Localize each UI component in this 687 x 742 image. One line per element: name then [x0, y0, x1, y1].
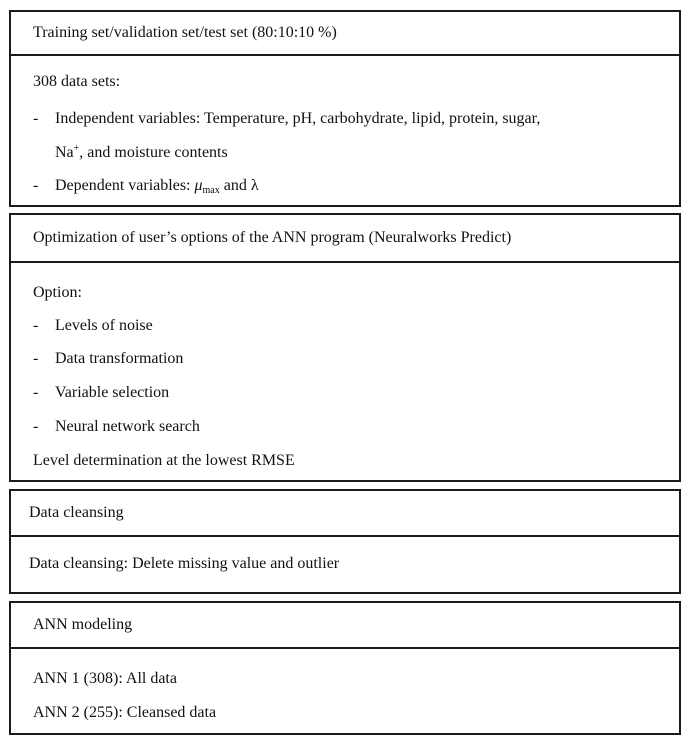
bullet-dash: - — [33, 177, 39, 194]
sodium-charge: + — [73, 143, 80, 154]
option-item: Variable selection — [55, 384, 170, 401]
independent-variables-line1: Independent variables: Temperature, pH, carbohydrate, lipid, protein, sugar, — [55, 110, 541, 127]
bullet-dash: - — [33, 350, 39, 367]
panel-optimization — [9, 213, 681, 482]
data-sets-count: 308 data sets: — [33, 73, 121, 90]
option-item: Data transformation — [55, 350, 184, 367]
panel-optimization-header — [11, 215, 679, 263]
bullet-dash: - — [33, 110, 39, 127]
panel-ann-modeling-title: ANN modeling — [33, 616, 133, 633]
option-item: Levels of noise — [55, 317, 153, 334]
moisture-text: , and moisture contents — [79, 144, 228, 161]
panel-training-sets-title: Training set/validation set/test set (80:10:10 %) — [33, 24, 337, 41]
panel-ann-modeling — [9, 601, 681, 735]
panel-training-sets — [9, 10, 681, 207]
level-determination: Level determination at the lowest RMSE — [33, 452, 295, 469]
panel-training-sets-header — [11, 12, 679, 56]
lambda-text: and λ — [219, 177, 259, 194]
mu-subscript: max — [202, 185, 220, 196]
dependent-variables — [55, 176, 259, 196]
bullet-dash: - — [33, 384, 39, 401]
bullet-dash: - — [33, 317, 39, 334]
sodium-symbol: Na — [55, 144, 74, 161]
panel-data-cleansing — [9, 489, 681, 594]
bullet-dash: - — [33, 418, 39, 435]
independent-variables-line2 — [55, 143, 228, 163]
option-label: Option: — [33, 284, 82, 301]
ann-2-line: ANN 2 (255): Cleansed data — [33, 704, 217, 721]
ann-1-line: ANN 1 (308): All data — [33, 670, 177, 687]
mu-symbol: μ — [194, 177, 203, 194]
panel-ann-modeling-header — [11, 603, 679, 649]
panel-data-cleansing-title: Data cleansing — [29, 504, 124, 521]
panel-data-cleansing-header — [11, 491, 679, 537]
data-cleansing-description: Data cleansing: Delete missing value and outlier — [29, 555, 340, 572]
dependent-variables-label: Dependent variables: — [55, 177, 195, 194]
panel-optimization-title: Optimization of user’s options of the ANN program (Neuralworks Predict) — [33, 229, 512, 246]
option-item: Neural network search — [55, 418, 200, 435]
